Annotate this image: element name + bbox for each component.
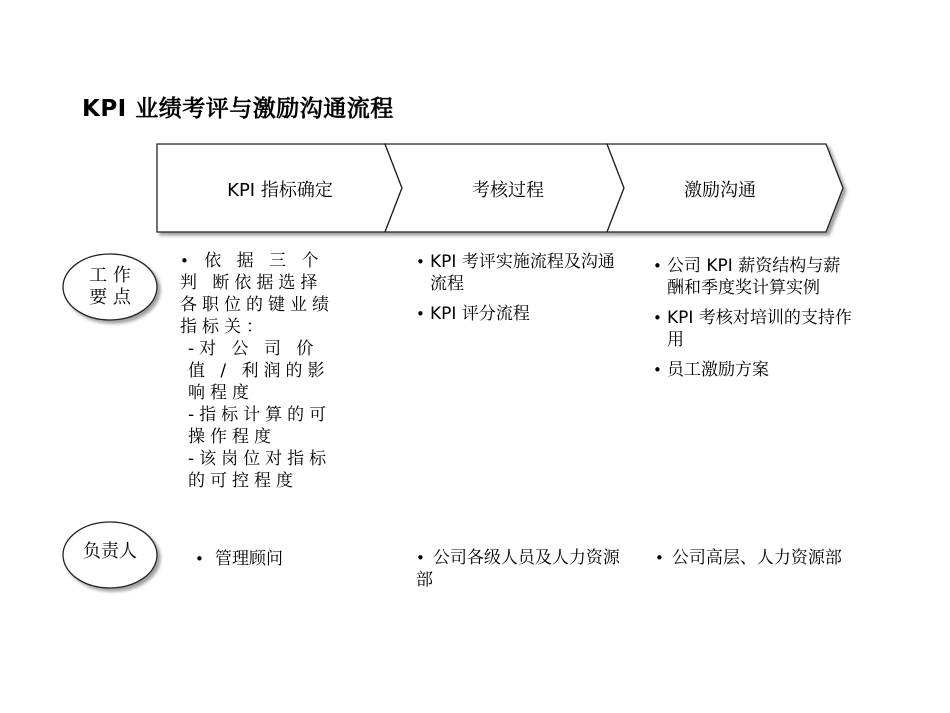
page-title: KPI 业绩考评与激励沟通流程 <box>82 96 394 122</box>
step-2-label: 考核过程 <box>472 180 544 201</box>
bullet: • <box>416 305 425 323</box>
bullet: • <box>180 252 194 270</box>
sub-item: -该岗位对指标的可控程度 <box>188 449 332 491</box>
work-point-text: KPI 评分流程 <box>430 304 530 324</box>
bullet: • <box>195 550 204 568</box>
work-point-text: 员工激励方案 <box>667 360 769 380</box>
owner-col-1 <box>195 548 375 578</box>
sub-item: -对 公 司 价 值 / 利润的影响程度 <box>188 339 330 403</box>
step-1-label: KPI 指标确定 <box>227 180 333 201</box>
bullet: • <box>653 361 662 379</box>
sub-item: -指标计算的可操作程度 <box>188 405 332 447</box>
list-item <box>653 307 853 351</box>
bullet: • <box>653 309 662 327</box>
bullet: • <box>653 257 662 275</box>
work-point-text: KPI 考评实施流程及沟通流程 <box>430 252 615 294</box>
work-points-col-1 <box>180 250 340 492</box>
owner-text: 公司高层、人力资源部 <box>671 548 842 568</box>
owner-text: 管理顾问 <box>215 549 283 569</box>
list-item <box>416 251 621 295</box>
bullet: • <box>416 549 425 567</box>
list-item <box>180 250 340 338</box>
list-item <box>653 359 853 381</box>
work-point-text: 公司 KPI 薪资结构与薪酬和季度奖计算实例 <box>667 256 841 298</box>
owner-label: 负责人 <box>83 541 137 562</box>
work-point-intro: 依 据 三 个 判 断依据选择各职位的键业绩指标关： <box>180 251 334 337</box>
list-item <box>416 303 621 325</box>
owner-col-3 <box>655 547 885 569</box>
work-points-label: 工 作 要 点 <box>89 265 131 308</box>
work-points-col-3 <box>653 255 853 389</box>
owner-text: 公司各级人员及人力资源部 <box>416 548 620 590</box>
step-3-label: 激励沟通 <box>684 180 756 201</box>
owner-col-2 <box>416 547 621 591</box>
work-point-text: KPI 考核对培训的支持作用 <box>667 308 852 350</box>
bullet: • <box>416 253 425 271</box>
work-points-col-2 <box>416 251 621 333</box>
list-item <box>653 255 853 299</box>
list-item <box>195 548 375 570</box>
bullet: • <box>655 549 664 567</box>
